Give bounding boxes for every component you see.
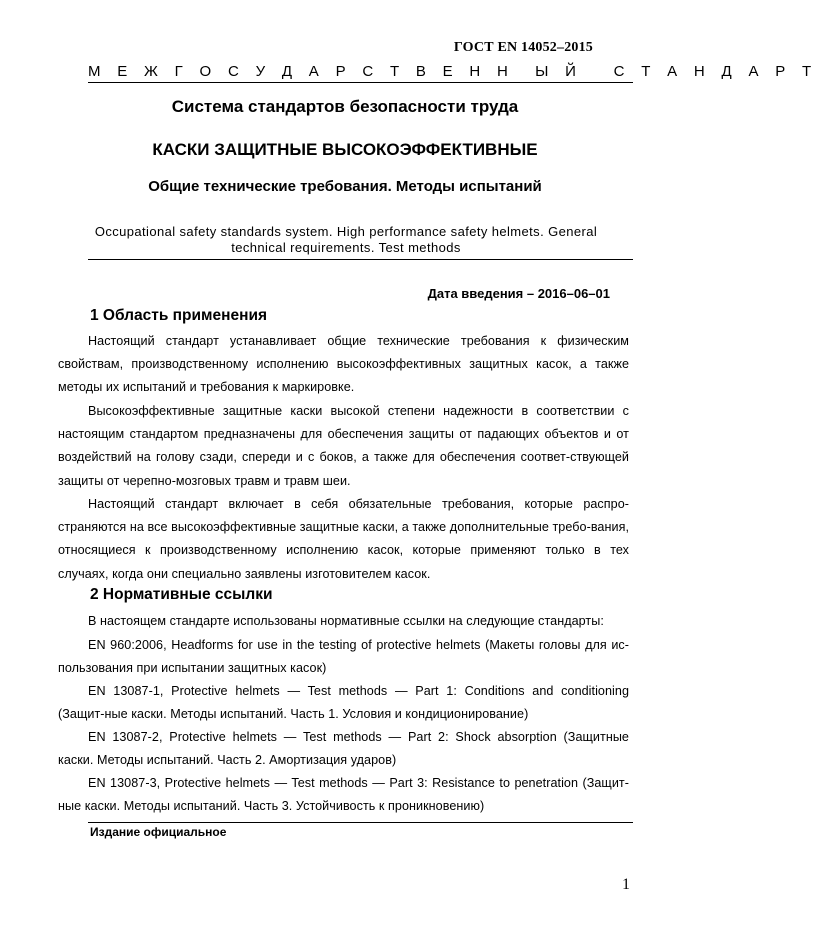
section-1-paragraph: Высокоэффективные защитные каски высокой степени надежности в соответствии с настоящим стандартом предназначены для обеспечения защиты от падающих объектов и от воздействий на голову сзади, спереди и с боков, а также для обеспечения соответ-ствующей защиты от черепно-мозговых травм и травм шеи. — [58, 404, 629, 488]
normative-reference: EN 13087-2, Protective helmets — Test methods — Part 2: Shock absorption (Защитные каски. Методы испытаний. Часть 2. Амортизация ударов) — [58, 730, 629, 768]
introduction-date: Дата введения – 2016–06–01 — [427, 286, 610, 301]
normative-reference: EN 13087-3, Protective helmets — Test methods — Part 3: Resistance to penetration (Защит-ные каски. Методы испытаний. Часть 3. Устойчивость к проникновению) — [58, 776, 629, 814]
section-1-paragraph: Настоящий стандарт устанавливает общие технические требования к физическим свойствам, производственному исполнению высокоэффективных защитных касок, а также методы их испытаний и требования к маркировке. — [58, 334, 629, 395]
section-2-heading: 2 Нормативные ссылки — [90, 586, 273, 603]
normative-reference: EN 13087-1, Protective helmets — Test methods — Part 1: Conditions and conditioning (Защит-ные каски. Методы испытаний. Часть 1. Условия и кондиционирование) — [58, 684, 629, 722]
subtitle: Общие технические требования. Методы испытаний — [148, 178, 542, 195]
system-title: Система стандартов безопасности труда — [171, 97, 519, 116]
section-1-heading: 1 Область применения — [90, 307, 268, 324]
main-title: КАСКИ ЗАЩИТНЫЕ ВЫСОКОЭФФЕКТИВНЫЕ — [152, 140, 538, 159]
page-number: 1 — [622, 876, 630, 893]
section-2-paragraph: В настоящем стандарте использованы нормативные ссылки на следующие стандарты: — [88, 614, 604, 628]
footer-divider — [88, 822, 633, 823]
english-title: Occupational safety standards system. High performance safety helmets. General technical requirements. Test methods — [94, 224, 598, 255]
section-1-paragraph: Настоящий стандарт включает в себя обязательные требования, которые распро-страняются на все высокоэффективные защитные каски, а также дополнительные требо-вания, относящиеся к производственному исполнению касок, которые применяют только в тех случаях, когда они специально заявлены изготовителем касок. — [58, 497, 629, 581]
interstate-standard-label: М Е Ж Г О С У Д А Р С Т В Е Н Н Ы Й С Т А Н Д А Р Т — [88, 63, 817, 80]
title-divider — [88, 259, 633, 260]
header-divider — [88, 82, 633, 83]
document-code: ГОСТ EN 14052–2015 — [453, 40, 593, 55]
normative-reference: EN 960:2006, Headforms for use in the testing of protective helmets (Макеты головы для ис-пользования при испытании защитных касок) — [58, 638, 629, 676]
official-edition-label: Издание официальное — [90, 825, 227, 839]
